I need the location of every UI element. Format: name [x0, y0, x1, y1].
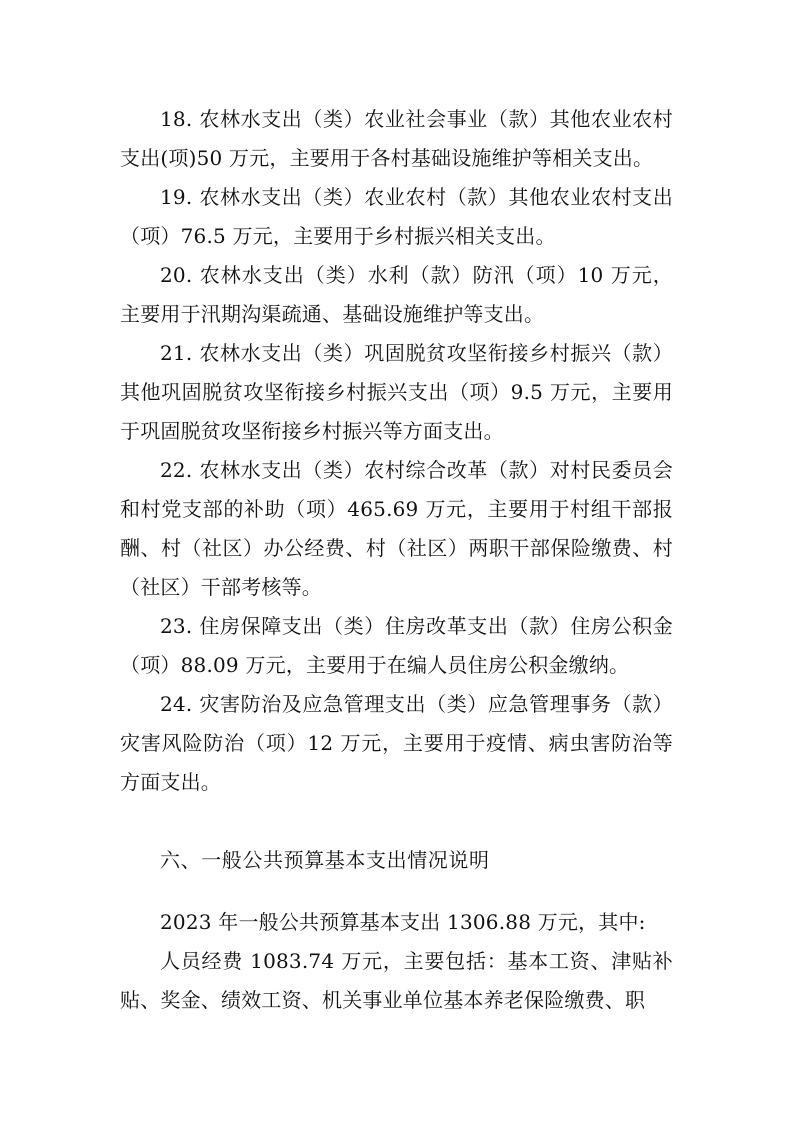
paragraph-item-21: 21. 农林水支出（类）巩固脱贫攻坚衔接乡村振兴（款）其他巩固脱贫攻坚衔接乡村振兴支出（项）9.5 万元，主要用于巩固脱贫攻坚衔接乡村振兴等方面支出。: [120, 341, 673, 443]
paragraph-item-18: 18. 农林水支出（类）农业社会事业（款）其他农业农村支出(项)50 万元，主要用于各村基础设施维护等相关支出。: [120, 107, 673, 170]
personnel-expenditure-paragraph: 人员经费 1083.74 万元，主要包括：基本工资、津贴补贴、奖金、绩效工资、机关事业单位基本养老保险缴费、职: [120, 949, 673, 1012]
section-heading: 六、一般公共预算基本支出情况说明: [160, 848, 490, 872]
paragraph-item-22: 22. 农林水支出（类）农村综合改革（款）对村民委员会和村党支部的补助（项）465.69 万元，主要用于村组干部报酬、村（社区）办公经费、村（社区）两职干部保险缴费、村（社区）干部考核等。: [120, 458, 673, 599]
paragraph-item-19: 19. 农林水支出（类）农业农村（款）其他农业农村支出（项）76.5 万元，主要用于乡村振兴相关支出。: [120, 185, 673, 248]
paragraph-item-23: 23. 住房保障支出（类）住房改革支出（款）住房公积金（项）88.09 万元，主要用于在编人员住房公积金缴纳。: [120, 614, 673, 677]
paragraph-item-24: 24. 灾害防治及应急管理支出（类）应急管理事务（款）灾害风险防治（项）12 万元，主要用于疫情、病虫害防治等方面支出。: [120, 692, 673, 794]
paragraph-item-20: 20. 农林水支出（类）水利（款）防汛（项）10 万元，主要用于汛期沟渠疏通、基础设施维护等支出。: [120, 263, 673, 326]
basic-expenditure-intro: 2023 年一般公共预算基本支出 1306.88 万元，其中:: [160, 910, 646, 934]
